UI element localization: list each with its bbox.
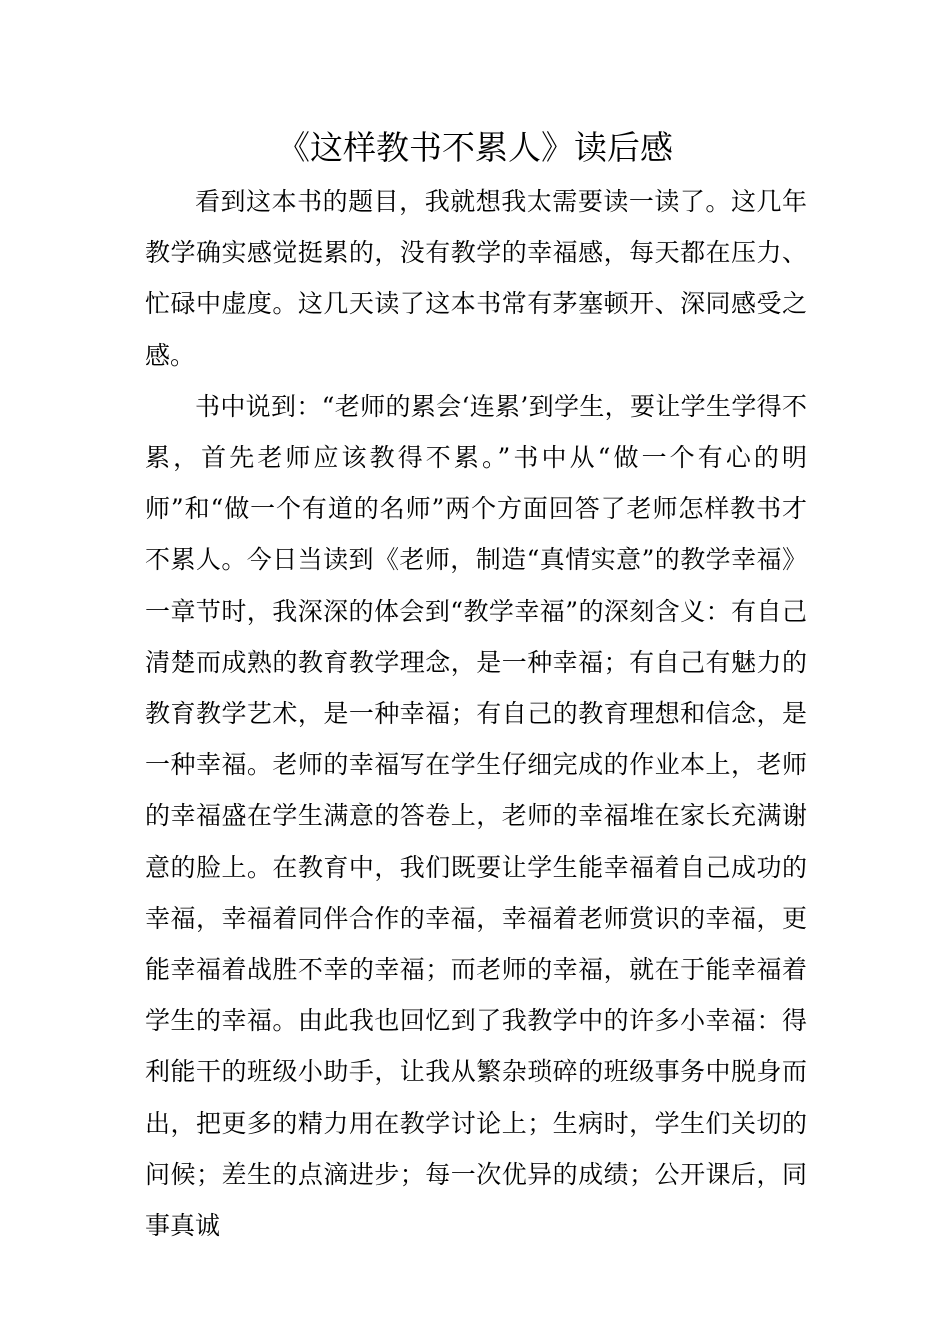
paragraph-2: 书中说到：“老师的累会‘连累’到学生，要让学生学得不累，首先老师应该教得不累。”书中从“做一个有心的明师”和“做一个有道的名师”两个方面回答了老师怎样教书才不累人。今日当读到《老师，制造“真情实意”的教学幸福》一章节时，我深深的体会到“教学幸福”的深刻含义：有自己清楚而成熟的教育教学理念，是一种幸福；有自己有魅力的教育教学艺术，是一种幸福；有自己的教育理想和信念，是一种幸福。老师的幸福写在学生仔细完成的作业本上，老师的幸福盛在学生满意的答卷上，老师的幸福堆在家长充满谢意的脸上。在教育中，我们既要让学生能幸福着自己成功的幸福，幸福着同伴合作的幸福，幸福着老师赏识的幸福，更能幸福着战胜不幸的幸福；而老师的幸福，就在于能幸福着学生的幸福。由此我也回忆到了我教学中的许多小幸福：得利能干的班级小助手，让我从繁杂琐碎的班级事务中脱身而出，把更多的精力用在教学讨论上；生病时，学生们关切的问候；差生的点滴进步；每一次优异的成绩；公开课后，同事真诚 [145,391,807,1241]
paragraph-1: 看到这本书的题目，我就想我太需要读一读了。这几年教学确实感觉挺累的，没有教学的幸福感，每天都在压力、忙碌中虚度。这几天读了这本书常有茅塞顿开、深同感受之感。 [145,187,807,370]
document-body [145,176,807,1251]
document-title: 《这样教书不累人》读后感 [277,128,673,167]
